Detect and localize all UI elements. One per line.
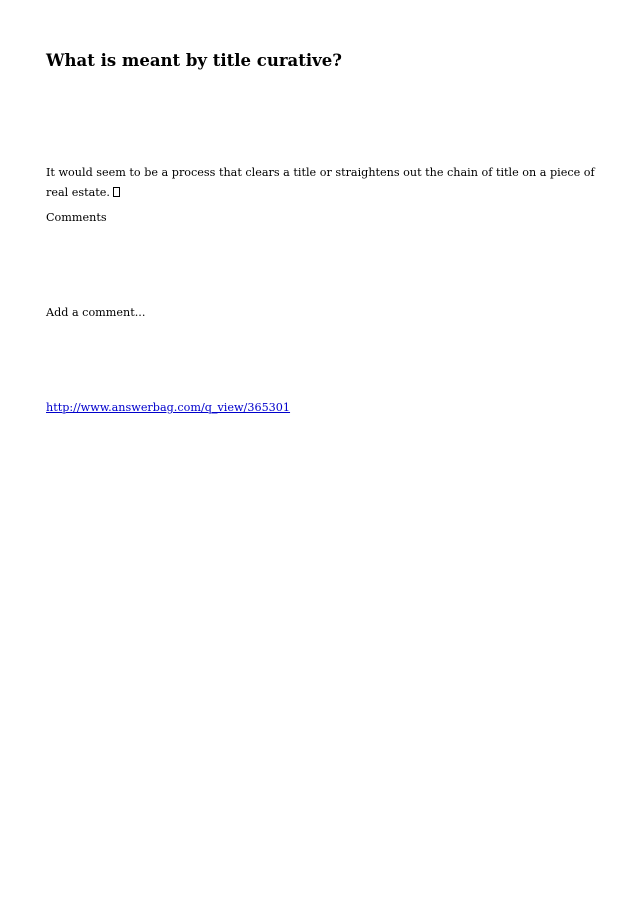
comments-heading: Comments — [46, 211, 107, 224]
answer-text — [46, 163, 606, 203]
answer-body: It would seem to be a process that clears a title or straightens out the chain of title on a piece of real estate. — [46, 166, 595, 199]
missing-glyph-icon — [113, 187, 120, 197]
add-comment-prompt[interactable]: Add a comment... — [46, 306, 146, 319]
source-link[interactable]: http://www.answerbag.com/q_view/365301 — [46, 401, 291, 414]
page-title: What is meant by title curative? — [46, 51, 342, 70]
